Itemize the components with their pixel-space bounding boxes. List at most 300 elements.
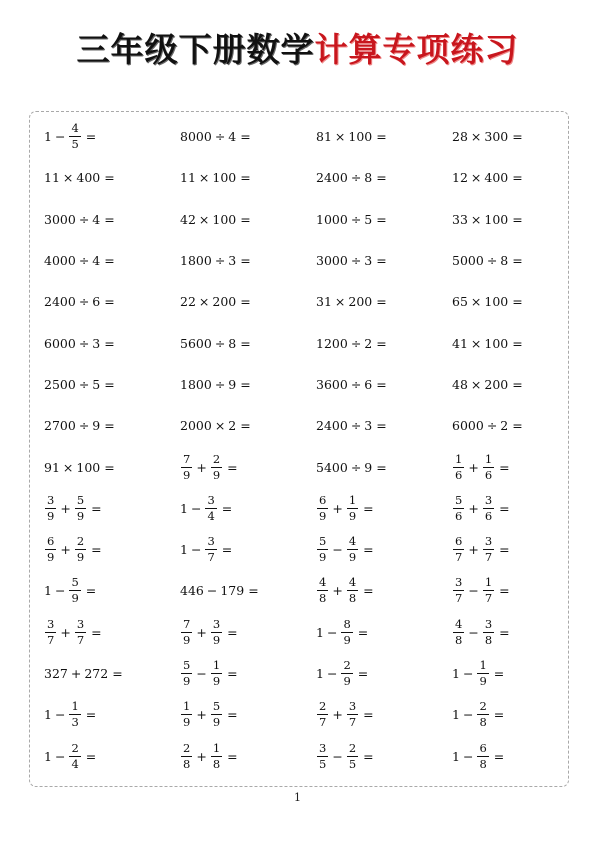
equals-sign: =	[493, 707, 505, 723]
equals-sign: =	[104, 418, 115, 434]
operand: 100	[484, 294, 509, 310]
fraction-numerator: 6	[319, 492, 327, 507]
operator: ÷	[350, 170, 362, 186]
operand: 4	[92, 253, 101, 269]
operand: 48	[452, 376, 468, 392]
equals-sign: =	[493, 666, 505, 681]
fraction-numerator: 1	[212, 658, 221, 672]
fraction	[347, 700, 358, 729]
fraction	[477, 659, 488, 688]
fraction-numerator: 3	[348, 699, 357, 714]
equals-sign: =	[240, 170, 251, 186]
operand: 300	[484, 129, 509, 145]
operand: 1000	[316, 211, 348, 227]
fraction	[483, 453, 494, 482]
operator: ÷	[486, 253, 498, 269]
operator: ÷	[78, 253, 90, 269]
fraction-denominator: 9	[183, 674, 191, 688]
fraction	[317, 742, 328, 771]
fraction	[483, 618, 494, 647]
fraction	[453, 576, 464, 605]
fraction-numerator: 3	[47, 616, 55, 631]
problem-item	[44, 322, 180, 363]
equals-sign: =	[512, 335, 523, 351]
operand: 400	[484, 170, 509, 186]
fraction	[69, 122, 80, 151]
operator: ×	[470, 294, 482, 310]
operand: 9	[92, 418, 101, 434]
fraction-numerator: 1	[484, 451, 493, 466]
fraction-denominator: 5	[71, 137, 79, 152]
operand: 4	[92, 211, 101, 227]
fraction-denominator: 8	[484, 632, 493, 647]
fraction-denominator: 7	[348, 715, 357, 730]
fraction-numerator: 1	[212, 740, 221, 755]
operator: ÷	[214, 335, 226, 351]
problem-item	[316, 116, 452, 157]
equals-sign: =	[104, 335, 115, 351]
operand: 6000	[44, 335, 76, 351]
operator: ÷	[350, 376, 362, 392]
problem-item	[316, 157, 452, 198]
equals-sign: =	[376, 211, 387, 227]
equals-sign: =	[227, 624, 238, 640]
operand: 1	[316, 624, 324, 640]
operand: 100	[484, 335, 509, 351]
operator: ×	[334, 129, 346, 145]
fraction	[45, 618, 56, 647]
operand: 100	[212, 170, 237, 186]
fraction-denominator: 9	[76, 508, 85, 523]
operand: 3	[92, 335, 101, 351]
operator: +	[468, 459, 479, 475]
operator: +	[332, 500, 343, 516]
operator: −	[326, 666, 338, 681]
operand: 100	[76, 459, 101, 475]
fraction-numerator: 3	[484, 616, 493, 631]
equals-sign: =	[227, 707, 238, 723]
problem-item	[180, 240, 316, 281]
equals-sign: =	[104, 170, 115, 186]
operand: 1	[44, 748, 52, 764]
problem-item	[452, 405, 584, 446]
fraction	[211, 742, 222, 771]
fraction-denominator: 5	[348, 756, 357, 771]
fraction-denominator: 9	[348, 550, 357, 565]
fraction	[211, 700, 222, 729]
fraction-numerator: 1	[479, 658, 487, 672]
operand: 91	[44, 459, 60, 475]
operand: 200	[484, 376, 509, 392]
operator: −	[462, 666, 474, 681]
fraction-numerator: 4	[71, 121, 79, 136]
fraction-numerator: 2	[71, 740, 79, 755]
operator: −	[196, 666, 207, 681]
problem-item	[44, 735, 180, 776]
operand: 1	[44, 707, 52, 723]
fraction-numerator: 4	[348, 575, 357, 590]
equals-sign: =	[248, 583, 259, 599]
fraction-denominator: 6	[484, 508, 493, 523]
fraction	[75, 494, 86, 523]
problem-item	[316, 240, 452, 281]
operator: ÷	[78, 211, 90, 227]
operator: −	[206, 583, 218, 599]
equals-sign: =	[376, 294, 387, 310]
problem-item	[316, 199, 452, 240]
operator: −	[468, 583, 479, 599]
fraction	[341, 618, 352, 647]
problem-item	[316, 281, 452, 322]
operator: ×	[198, 211, 210, 227]
operator: ÷	[78, 376, 90, 392]
operand: 2	[228, 418, 237, 434]
problem-item	[316, 322, 452, 363]
operand: 8	[364, 170, 373, 186]
fraction	[205, 494, 216, 523]
operator: −	[54, 748, 66, 764]
operand: 1800	[180, 376, 212, 392]
problem-item	[180, 322, 316, 363]
operator: +	[468, 542, 479, 558]
equals-sign: =	[376, 418, 387, 434]
problem-item	[44, 157, 180, 198]
operand: 11	[180, 170, 196, 186]
fraction	[181, 659, 192, 688]
equals-sign: =	[376, 376, 387, 392]
operand: 1	[452, 748, 460, 764]
operand: 100	[348, 129, 373, 145]
equals-sign: =	[221, 500, 233, 516]
operand: 11	[44, 170, 60, 186]
equals-sign: =	[512, 170, 523, 186]
equals-sign: =	[240, 129, 251, 145]
operand: 200	[348, 294, 373, 310]
operand: 100	[484, 211, 509, 227]
problem-item	[180, 488, 316, 529]
problem-item	[44, 446, 180, 487]
operator: +	[60, 542, 71, 558]
fraction-denominator: 8	[479, 756, 487, 771]
operand: 2400	[44, 294, 76, 310]
equals-sign: =	[91, 542, 102, 558]
fraction	[69, 742, 80, 771]
operator: +	[196, 459, 207, 475]
operand: 5	[92, 376, 101, 392]
operand: 6	[92, 294, 101, 310]
operand: 179	[220, 583, 245, 599]
fraction	[347, 742, 358, 771]
operand: 1	[452, 707, 460, 723]
operator: ×	[62, 459, 74, 475]
problem-item	[316, 570, 452, 611]
fraction-denominator: 9	[319, 550, 327, 565]
fraction-numerator: 2	[212, 451, 221, 466]
fraction	[347, 535, 358, 564]
operator: ÷	[350, 211, 362, 227]
fraction	[211, 453, 222, 482]
operator: ×	[470, 335, 482, 351]
operand: 8000	[180, 129, 212, 145]
equals-sign: =	[104, 211, 115, 227]
operand: 6000	[452, 418, 484, 434]
problem-grid	[44, 116, 584, 776]
problem-item	[44, 405, 180, 446]
operand: 81	[316, 129, 332, 145]
problem-item	[316, 653, 452, 694]
problem-item	[180, 199, 316, 240]
operand: 2	[500, 418, 509, 434]
operand: 1	[44, 583, 52, 599]
equals-sign: =	[376, 253, 387, 269]
equals-sign: =	[363, 500, 374, 516]
fraction	[453, 494, 464, 523]
operand: 1200	[316, 335, 348, 351]
fraction-numerator: 1	[484, 575, 493, 590]
fraction	[347, 494, 358, 523]
problem-item	[316, 488, 452, 529]
operand: 272	[84, 666, 109, 681]
operator: ÷	[78, 335, 90, 351]
operand: 1	[180, 542, 188, 558]
fraction-denominator: 8	[348, 591, 357, 606]
equals-sign: =	[240, 294, 251, 310]
problem-item	[180, 694, 316, 735]
equals-sign: =	[512, 253, 523, 269]
operator: −	[332, 542, 343, 558]
problem-item	[316, 694, 452, 735]
operand: 400	[76, 170, 101, 186]
operand: 1	[452, 666, 460, 681]
problem-item	[452, 488, 584, 529]
fraction	[483, 494, 494, 523]
equals-sign: =	[376, 335, 387, 351]
operator: ÷	[350, 418, 362, 434]
fraction-denominator: 9	[212, 467, 221, 482]
equals-sign: =	[112, 666, 123, 681]
equals-sign: =	[363, 707, 374, 723]
fraction-numerator: 6	[47, 534, 55, 549]
operator: ×	[62, 170, 74, 186]
problem-item	[316, 735, 452, 776]
fraction-denominator: 9	[47, 508, 55, 523]
operand: 5400	[316, 459, 348, 475]
operand: 65	[452, 294, 468, 310]
problem-item	[180, 529, 316, 570]
fraction-denominator: 7	[455, 591, 463, 606]
equals-sign: =	[512, 418, 523, 434]
fraction	[453, 535, 464, 564]
problem-item	[180, 570, 316, 611]
equals-sign: =	[104, 253, 115, 269]
operand: 28	[452, 129, 468, 145]
operand: 3000	[44, 211, 76, 227]
fraction	[205, 535, 216, 564]
equals-sign: =	[357, 666, 369, 681]
problem-item	[180, 116, 316, 157]
equals-sign: =	[91, 624, 102, 640]
fraction-numerator: 2	[479, 699, 487, 714]
equals-sign: =	[221, 542, 233, 558]
fraction-numerator: 1	[455, 451, 463, 466]
fraction-denominator: 6	[455, 508, 463, 523]
equals-sign: =	[493, 748, 505, 764]
title-part-red: 计算专项练习	[314, 30, 519, 69]
fraction-denominator: 9	[319, 508, 327, 523]
fraction-denominator: 4	[207, 508, 215, 523]
fraction	[477, 700, 488, 729]
fraction	[341, 659, 352, 688]
fraction-numerator: 3	[455, 575, 463, 590]
problem-item	[452, 322, 584, 363]
equals-sign: =	[227, 666, 238, 681]
fraction	[453, 618, 464, 647]
problem-item	[452, 199, 584, 240]
operand: 3	[364, 418, 373, 434]
equals-sign: =	[499, 500, 510, 516]
equals-sign: =	[85, 748, 97, 764]
operator: ÷	[214, 129, 226, 145]
equals-sign: =	[104, 294, 115, 310]
problem-item	[452, 157, 584, 198]
fraction-numerator: 1	[183, 699, 191, 714]
fraction-denominator: 9	[479, 674, 487, 688]
equals-sign: =	[240, 335, 251, 351]
equals-sign: =	[91, 500, 102, 516]
operand: 3600	[316, 376, 348, 392]
fraction	[211, 659, 222, 688]
fraction-denominator: 9	[76, 550, 85, 565]
problem-item	[316, 529, 452, 570]
fraction-numerator: 2	[76, 534, 85, 549]
equals-sign: =	[512, 129, 523, 145]
fraction-denominator: 8	[183, 756, 191, 771]
fraction-denominator: 9	[183, 632, 191, 647]
operand: 100	[212, 211, 237, 227]
operator: −	[326, 624, 338, 640]
operand: 200	[212, 294, 237, 310]
equals-sign: =	[357, 624, 369, 640]
fraction	[483, 576, 494, 605]
operand: 3	[228, 253, 237, 269]
fraction-numerator: 2	[319, 699, 327, 714]
fraction-denominator: 7	[455, 550, 463, 565]
operand: 1800	[180, 253, 212, 269]
problem-item	[316, 612, 452, 653]
page-title	[0, 22, 595, 78]
fraction	[181, 700, 192, 729]
fraction-denominator: 4	[71, 756, 79, 771]
equals-sign: =	[499, 624, 510, 640]
equals-sign: =	[85, 583, 97, 599]
operator: ×	[198, 294, 210, 310]
fraction	[347, 576, 358, 605]
fraction-denominator: 9	[343, 674, 351, 688]
operator: ×	[470, 211, 482, 227]
fraction-numerator: 4	[348, 534, 357, 549]
problem-item	[44, 281, 180, 322]
equals-sign: =	[512, 294, 523, 310]
fraction-denominator: 9	[212, 632, 221, 647]
operand: 41	[452, 335, 468, 351]
operand: 33	[452, 211, 468, 227]
operand: 6	[364, 376, 373, 392]
problem-item	[452, 653, 584, 694]
problem-item	[44, 694, 180, 735]
problem-item	[44, 612, 180, 653]
problem-item	[44, 488, 180, 529]
operator: −	[54, 129, 66, 145]
problem-item	[44, 529, 180, 570]
fraction-denominator: 9	[348, 508, 357, 523]
problem-item	[180, 446, 316, 487]
problem-item	[452, 281, 584, 322]
fraction-denominator: 9	[343, 632, 351, 647]
fraction	[181, 453, 192, 482]
operator: ÷	[214, 376, 226, 392]
fraction-numerator: 7	[183, 616, 191, 631]
operator: ÷	[350, 253, 362, 269]
equals-sign: =	[227, 748, 238, 764]
fraction-numerator: 6	[455, 534, 463, 549]
problem-item	[452, 240, 584, 281]
operator: ÷	[214, 253, 226, 269]
problem-item	[180, 735, 316, 776]
operand: 31	[316, 294, 332, 310]
operator: −	[190, 500, 202, 516]
problem-item	[180, 405, 316, 446]
fraction-numerator: 2	[183, 740, 191, 755]
equals-sign: =	[376, 459, 387, 475]
operand: 5600	[180, 335, 212, 351]
operand: 4	[228, 129, 237, 145]
operator: −	[332, 748, 343, 764]
page-number: 1	[294, 791, 301, 804]
operand: 2000	[180, 418, 212, 434]
fraction-denominator: 6	[455, 467, 463, 482]
fraction-numerator: 5	[71, 575, 79, 590]
fraction-numerator: 5	[76, 492, 85, 507]
problem-item	[180, 281, 316, 322]
problem-item	[452, 735, 584, 776]
operator: ÷	[78, 294, 90, 310]
fraction-numerator: 6	[479, 740, 487, 755]
equals-sign: =	[512, 211, 523, 227]
equals-sign: =	[240, 376, 251, 392]
operator: ÷	[350, 459, 362, 475]
fraction	[69, 700, 80, 729]
fraction-numerator: 3	[484, 534, 493, 549]
operator: ÷	[78, 418, 90, 434]
fraction	[181, 742, 192, 771]
problem-item	[44, 116, 180, 157]
fraction-denominator: 7	[47, 632, 55, 647]
operand: 2500	[44, 376, 76, 392]
fraction-denominator: 9	[47, 550, 55, 565]
operand: 327	[44, 666, 68, 681]
fraction	[317, 494, 328, 523]
problem-item	[180, 157, 316, 198]
operator: −	[190, 542, 202, 558]
operator: ×	[198, 170, 210, 186]
operand: 42	[180, 211, 196, 227]
problem-item	[452, 529, 584, 570]
fraction-denominator: 8	[212, 756, 221, 771]
operand: 2400	[316, 418, 348, 434]
equals-sign: =	[499, 583, 510, 599]
fraction-numerator: 8	[343, 616, 351, 631]
equals-sign: =	[363, 748, 374, 764]
